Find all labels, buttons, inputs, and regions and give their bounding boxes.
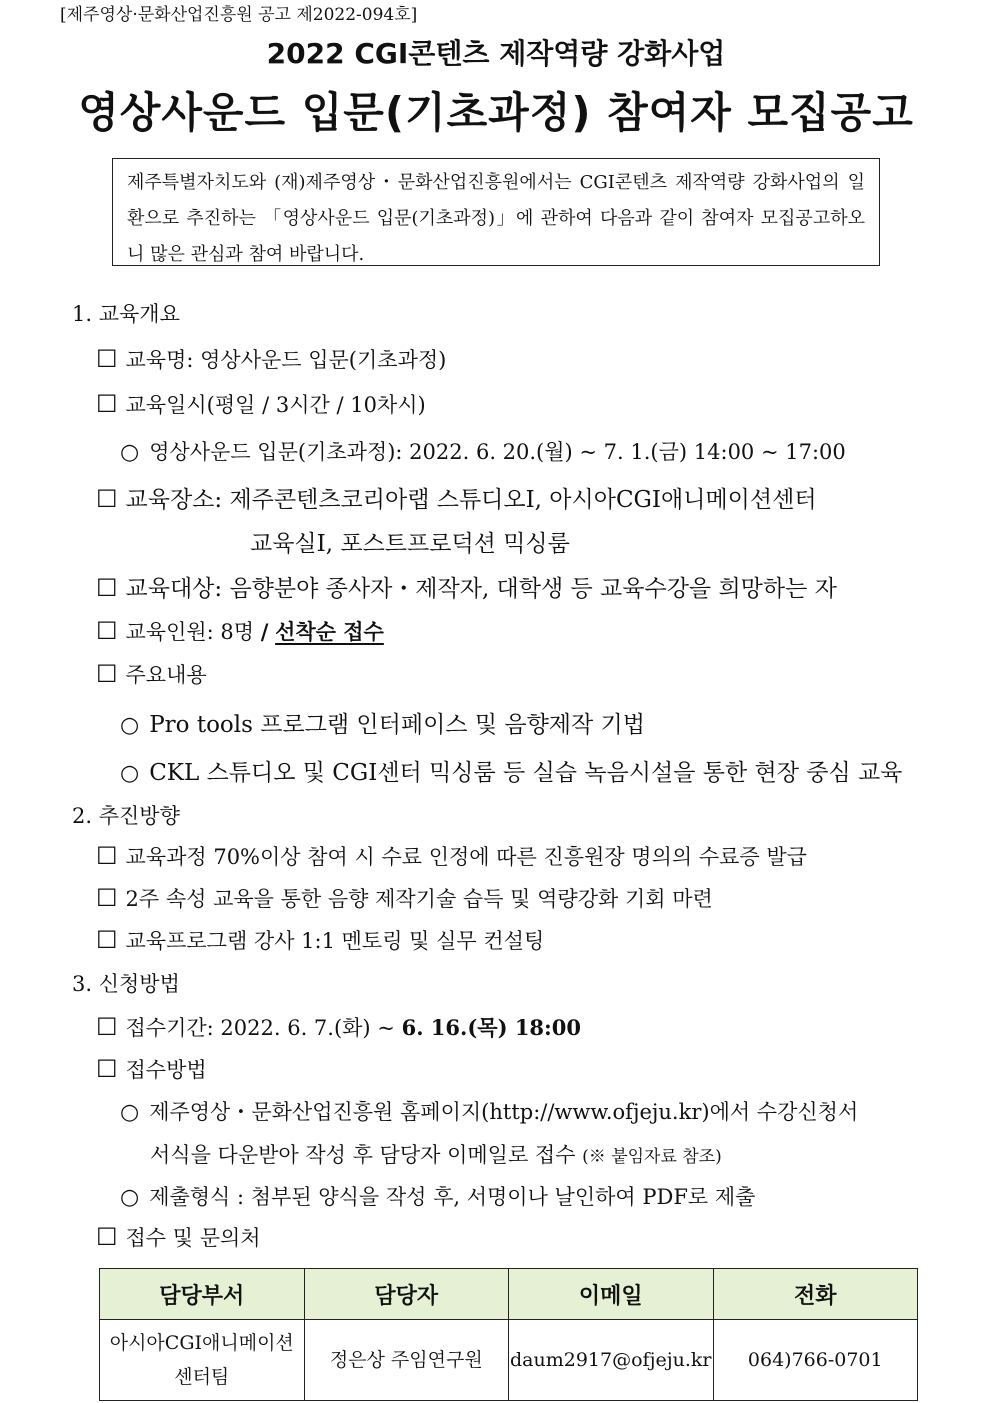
- method-text: 서식을 다운받아 작성 후 담당자 이메일로 접수: [150, 1143, 576, 1167]
- checkbox-icon: ☐: [96, 1055, 118, 1083]
- capacity-method: 선착순 접수: [275, 619, 384, 644]
- direction-item: [96, 883, 713, 913]
- education-name-item: [96, 344, 446, 374]
- period-deadline: 6. 16.(목) 18:00: [401, 1015, 582, 1040]
- place-text-line1: 교육장소: 제주콘텐츠코리아랩 스튜디오Ⅰ, 아시아CGI애니메이션센터: [125, 487, 817, 513]
- section-1-heading: 1. 교육개요: [72, 302, 180, 326]
- contact-heading-text: 접수 및 문의처: [125, 1226, 261, 1250]
- header-person: 담당자: [304, 1269, 509, 1320]
- method-note: (※ 붙임자료 참조): [582, 1147, 722, 1167]
- page-title: 영상사운드 입문(기초과정) 참여자 모집공고: [78, 88, 914, 137]
- dept-line1: 아시아CGI애니메이션: [109, 1332, 294, 1354]
- schedule-detail-text: 영상사운드 입문(기초과정): 2022. 6. 20.(월) ~ 7. 1.(금) 14:00 ~ 17:00: [149, 440, 846, 464]
- direction-item: [96, 841, 807, 871]
- method-text-line2: [150, 1139, 722, 1169]
- notice-number: [제주영상·문화산업진흥원 공고 제2022-094호]: [60, 5, 418, 25]
- method-item: [120, 1096, 858, 1126]
- circle-bullet-icon: ○: [120, 1100, 140, 1125]
- method-text-line1: 제주영상・문화산업진흥원 홈페이지(http://www.ofjeju.kr)에서 수강신청서: [149, 1100, 859, 1124]
- cell-email[interactable]: daum2917@ofjeju.kr: [509, 1320, 714, 1401]
- table-row: [100, 1320, 918, 1401]
- place-item: [96, 481, 817, 514]
- checkbox-icon: ☐: [96, 926, 118, 954]
- checkbox-icon: ☐: [96, 842, 118, 870]
- period-text: 접수기간: 2022. 6. 7.(화) ~: [125, 1016, 402, 1040]
- direction-text: 교육프로그램 강사 1:1 멘토링 및 실무 컨설팅: [125, 929, 545, 953]
- content-item-text: CKL 스튜디오 및 CGI센터 믹싱룸 등 실습 녹음시설을 통한 현장 중심 교육: [149, 760, 903, 786]
- content-heading-item: [96, 659, 207, 689]
- method-heading-text: 접수방법: [125, 1058, 207, 1082]
- cell-phone: 064)766-0701: [713, 1320, 918, 1401]
- checkbox-icon: ☐: [96, 884, 118, 912]
- dept-line2: 센터팀: [174, 1366, 230, 1388]
- method-heading-item: [96, 1054, 207, 1084]
- circle-bullet-icon: ○: [120, 440, 140, 465]
- content-item: [120, 754, 902, 787]
- schedule-text: 교육일시(평일 / 3시간 / 10차시): [125, 393, 426, 417]
- checkbox-icon: ☐: [96, 1223, 118, 1251]
- checkbox-icon: ☐: [96, 574, 118, 602]
- table-header-row: [100, 1269, 918, 1320]
- period-item: [96, 1012, 581, 1042]
- circle-bullet-icon: ○: [120, 1185, 140, 1210]
- page-subtitle: 2022 CGI콘텐츠 제작역량 강화사업: [266, 37, 726, 70]
- checkbox-icon: ☐: [96, 345, 118, 373]
- header-dept: 담당부서: [100, 1269, 305, 1320]
- capacity-text: 교육인원: 8명: [125, 620, 261, 644]
- checkbox-icon: ☐: [96, 1013, 118, 1041]
- intro-box: [112, 158, 880, 266]
- intro-text: 제주특별자치도와 (재)제주영상・문화산업진흥원에서는 CGI콘텐츠 제작역량 강화사업의 일환으로 추진하는 「영상사운드 입문(기초과정)」에 관하여 다음과 같이 참여자 모집공고하오니 많은 관심과 참여 바랍니다.: [127, 172, 865, 265]
- cell-person: 정은상 주임연구원: [304, 1320, 509, 1401]
- submit-item: [120, 1181, 755, 1211]
- circle-bullet-icon: ○: [120, 713, 140, 738]
- cell-dept: [100, 1320, 305, 1401]
- header-email: 이메일: [509, 1269, 714, 1320]
- submit-text: 제출형식 : 첨부된 양식을 작성 후, 서명이나 날인하여 PDF로 제출: [149, 1185, 756, 1209]
- schedule-detail-item: [120, 436, 846, 466]
- content-heading-text: 주요내용: [125, 663, 207, 687]
- contact-heading-item: [96, 1222, 261, 1252]
- header-phone: 전화: [713, 1269, 918, 1320]
- content-item-text: Pro tools 프로그램 인터페이스 및 음향제작 기법: [149, 712, 645, 738]
- target-item: [96, 570, 837, 603]
- content-item: [120, 706, 645, 739]
- schedule-item: [96, 389, 426, 419]
- capacity-item: [96, 616, 384, 646]
- circle-bullet-icon: ○: [120, 761, 140, 786]
- contact-table: [99, 1268, 918, 1401]
- place-text-line2: 교육실Ⅰ, 포스트프로덕션 믹싱룸: [250, 531, 570, 557]
- checkbox-icon: ☐: [96, 485, 118, 513]
- direction-text: 2주 속성 교육을 통한 음향 제작기술 습득 및 역량강화 기회 마련: [125, 887, 713, 911]
- section-2-heading: 2. 추진방향: [72, 804, 180, 828]
- checkbox-icon: ☐: [96, 660, 118, 688]
- direction-item: [96, 925, 544, 955]
- education-name-text: 교육명: 영상사운드 입문(기초과정): [125, 348, 447, 372]
- section-3-heading: 3. 신청방법: [72, 972, 180, 996]
- capacity-slash: /: [260, 619, 269, 644]
- target-text: 교육대상: 음향분야 종사자・제작자, 대학생 등 교육수강을 희망하는 자: [125, 576, 837, 602]
- checkbox-icon: ☐: [96, 617, 118, 645]
- checkbox-icon: ☐: [96, 390, 118, 418]
- direction-text: 교육과정 70%이상 참여 시 수료 인정에 따른 진흥원장 명의의 수료증 발급: [125, 845, 807, 869]
